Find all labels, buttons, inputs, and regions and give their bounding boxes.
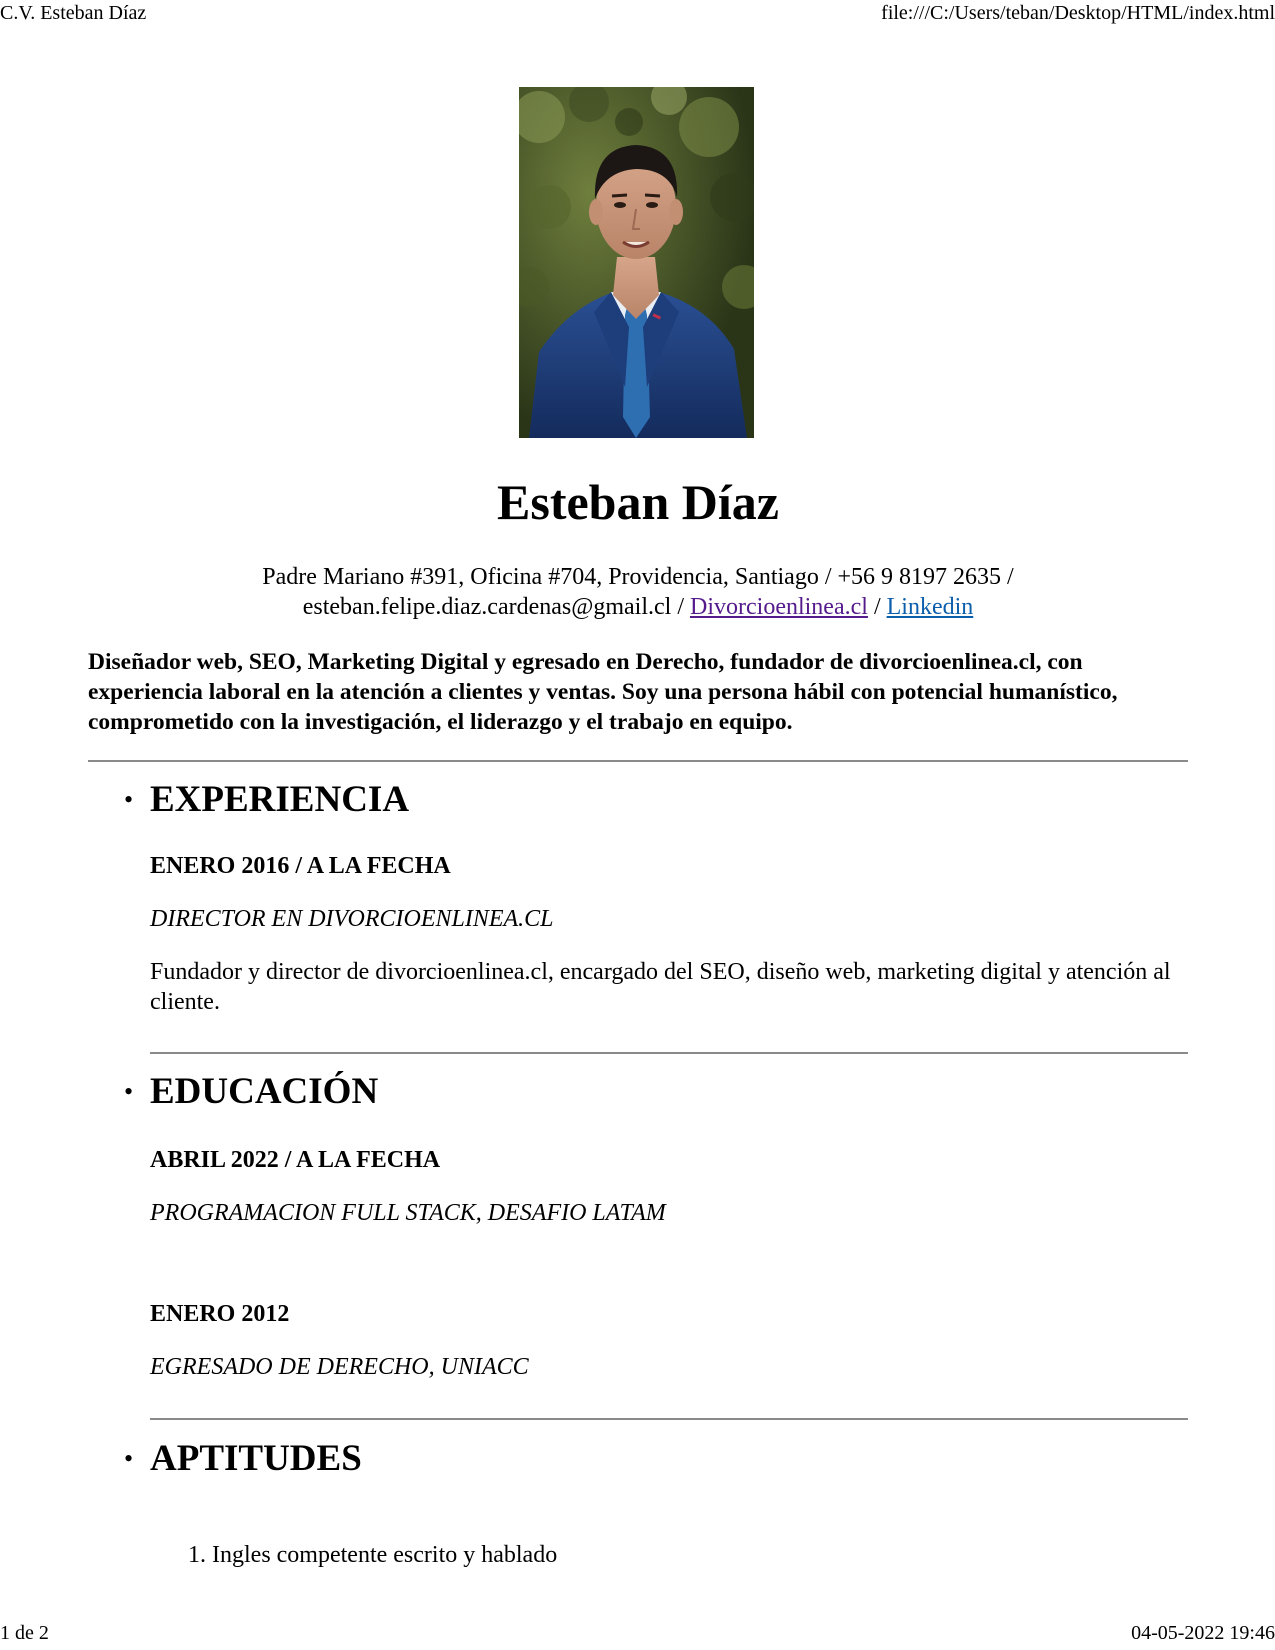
profile-photo — [519, 87, 754, 438]
contact-line-2 — [88, 592, 1188, 622]
print-page-title: C.V. Esteban Díaz — [0, 2, 147, 24]
section-title-text: EXPERIENCIA — [150, 779, 410, 820]
person-name: Esteban Díaz — [497, 474, 779, 530]
experience-role: DIRECTOR EN DIVORCIOENLINEA.CL — [150, 906, 554, 932]
section-title-education — [124, 1068, 379, 1116]
divorcioenlinea-link[interactable]: Divorcioenlinea.cl — [690, 594, 868, 620]
print-page-indicator: 1 de 2 — [0, 1622, 49, 1644]
education-date: ENERO 2012 — [150, 1301, 290, 1327]
section-title-text: EDUCACIÓN — [150, 1071, 379, 1112]
list-item — [188, 1540, 557, 1570]
email-text: esteban.felipe.diaz.cardenas@gmail.cl — [302, 594, 672, 620]
bullet-icon: • — [124, 785, 134, 814]
list-item-number: 1. — [188, 1542, 206, 1568]
bullet-icon: • — [124, 1077, 134, 1106]
print-datetime: 04-05-2022 19:46 — [1131, 1622, 1275, 1644]
experience-description: Fundador y director de divorcioenlinea.cl, encargado del SEO, diseño web, marketing digital y atención al cliente. — [150, 959, 1171, 1015]
divider — [150, 1418, 1188, 1420]
linkedin-link[interactable]: Linkedin — [886, 594, 974, 620]
list-item-text: Ingles competente escrito y hablado — [212, 1542, 558, 1568]
divider — [88, 760, 1188, 762]
education-date: ABRIL 2022 / A LA FECHA — [150, 1147, 441, 1173]
education-role: EGRESADO DE DERECHO, UNIACC — [150, 1354, 529, 1380]
education-role: PROGRAMACION FULL STACK, DESAFIO LATAM — [150, 1200, 666, 1226]
print-page-url: file:///C:/Users/teban/Desktop/HTML/index.html — [881, 2, 1275, 24]
contact-info — [88, 562, 1188, 622]
address-phone: Padre Mariano #391, Oficina #704, Providencia, Santiago / +56 9 8197 2635 / — [262, 564, 1014, 590]
section-title-experience — [124, 776, 410, 824]
divider — [150, 1052, 1188, 1054]
professional-summary: Diseñador web, SEO, Marketing Digital y egresado en Derecho, fundador de divorcioenlinea.cl, con experiencia laboral en la atención a clientes y ventas. Soy una persona hábil con potencial humanístico, comprometido con la investigación, el liderazgo y el trabajo en equipo. — [88, 649, 1118, 735]
section-title-skills — [124, 1435, 362, 1483]
skills-list — [188, 1540, 557, 1570]
separator: / — [867, 594, 887, 620]
bullet-icon: • — [124, 1444, 134, 1473]
experience-date: ENERO 2016 / A LA FECHA — [150, 853, 451, 879]
section-title-text: APTITUDES — [150, 1438, 362, 1479]
separator: / — [671, 594, 690, 620]
